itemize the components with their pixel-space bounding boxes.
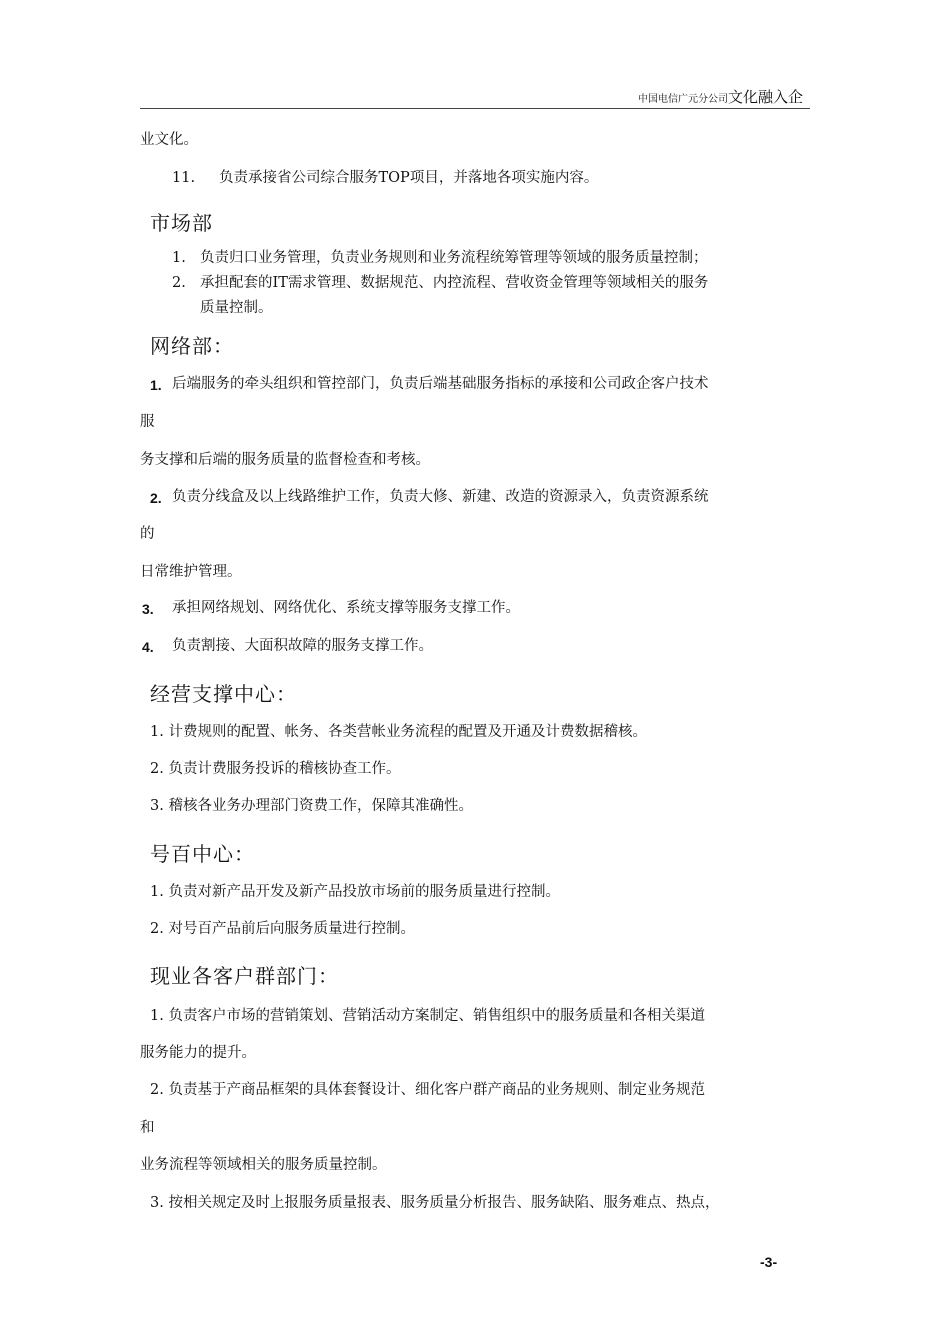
- network-item-3-number: 3.: [142, 601, 154, 617]
- haobai-item-2: 2. 对号百产品前后向服务质量进行控制。: [150, 921, 415, 937]
- header-rule: [140, 108, 810, 109]
- page-header: [638, 86, 803, 107]
- network-item-4-number: 4.: [142, 639, 154, 655]
- header-title: 文化融入企: [727, 88, 803, 106]
- network-item-1-number: 1.: [150, 377, 162, 393]
- market-item-2-number: 2.: [172, 275, 186, 291]
- continuation-text: 业文化。: [140, 132, 198, 148]
- header-company: 中国电信广元分公司: [637, 94, 728, 105]
- ops-item-2: 2. 负责计费服务投诉的稽核协查工作。: [150, 761, 401, 777]
- network-item-3-text: 承担网络规划、网络优化、系统支撑等服务支撑工作。: [172, 600, 520, 616]
- cust-item-2-wrap: 和: [140, 1120, 155, 1136]
- network-item-2-wrap: 的: [140, 526, 155, 542]
- network-item-1-text: 后端服务的牵头组织和管控部门，负责后端基础服务指标的承接和公司政企客户技术: [172, 376, 709, 392]
- market-item-1-number: 1.: [172, 250, 186, 266]
- heading-haobai-center: 号百中心：: [150, 842, 255, 866]
- market-item-2-text-cont: 质量控制。: [200, 300, 273, 316]
- heading-ops-support: 经营支撑中心：: [150, 682, 297, 706]
- heading-market: 市场部: [150, 211, 213, 235]
- cust-item-3-text: 3. 按相关规定及时上报服务质量报表、服务质量分析报告、服务缺陷、服务难点、热点，: [150, 1195, 720, 1211]
- heading-network: 网络部：: [150, 334, 234, 358]
- page-number: -3-: [760, 1254, 778, 1270]
- cust-item-2-cont: 业务流程等领域相关的服务质量控制。: [140, 1157, 387, 1173]
- cust-item-1-text: 1. 负责客户市场的营销策划、营销活动方案制定、销售组织中的服务质量和各相关渠道: [150, 1008, 705, 1024]
- ops-item-3: 3. 稽核各业务办理部门资费工作，保障其准确性。: [150, 798, 473, 814]
- cust-item-2-text: 2. 负责基于产商品框架的具体套餐设计、细化客户群产商品的业务规则、制定业务规范: [150, 1082, 705, 1098]
- network-item-4-text: 负责割接、大面积故障的服务支撑工作。: [172, 638, 433, 654]
- network-item-1-wrap: 服: [140, 414, 155, 430]
- item-11-number: 11.: [172, 170, 196, 186]
- network-item-1-cont: 务支撑和后端的服务质量的监督检查和考核。: [140, 452, 430, 468]
- network-item-2-text: 负责分线盒及以上线路维护工作，负责大修、新建、改造的资源录入，负责资源系统: [172, 489, 709, 505]
- ops-item-1: 1. 计费规则的配置、帐务、各类营帐业务流程的配置及开通及计费数据稽核。: [150, 724, 647, 740]
- market-item-2-text: 承担配套的IT需求管理、数据规范、内控流程、营收资金管理等领域相关的服务: [200, 275, 709, 291]
- market-item-1-text: 负责归口业务管理，负责业务规则和业务流程统筹管理等领域的服务质量控制；: [200, 250, 708, 266]
- heading-customer-departments: 现业各客户群部门：: [150, 964, 339, 988]
- network-item-2-cont: 日常维护管理。: [140, 564, 242, 580]
- item-11-text: 负责承接省公司综合服务TOP项目，并落地各项实施内容。: [219, 170, 599, 186]
- network-item-2-number: 2.: [150, 490, 162, 506]
- haobai-item-1: 1. 负责对新产品开发及新产品投放市场前的服务质量进行控制。: [150, 884, 560, 900]
- cust-item-1-cont: 服务能力的提升。: [140, 1045, 256, 1061]
